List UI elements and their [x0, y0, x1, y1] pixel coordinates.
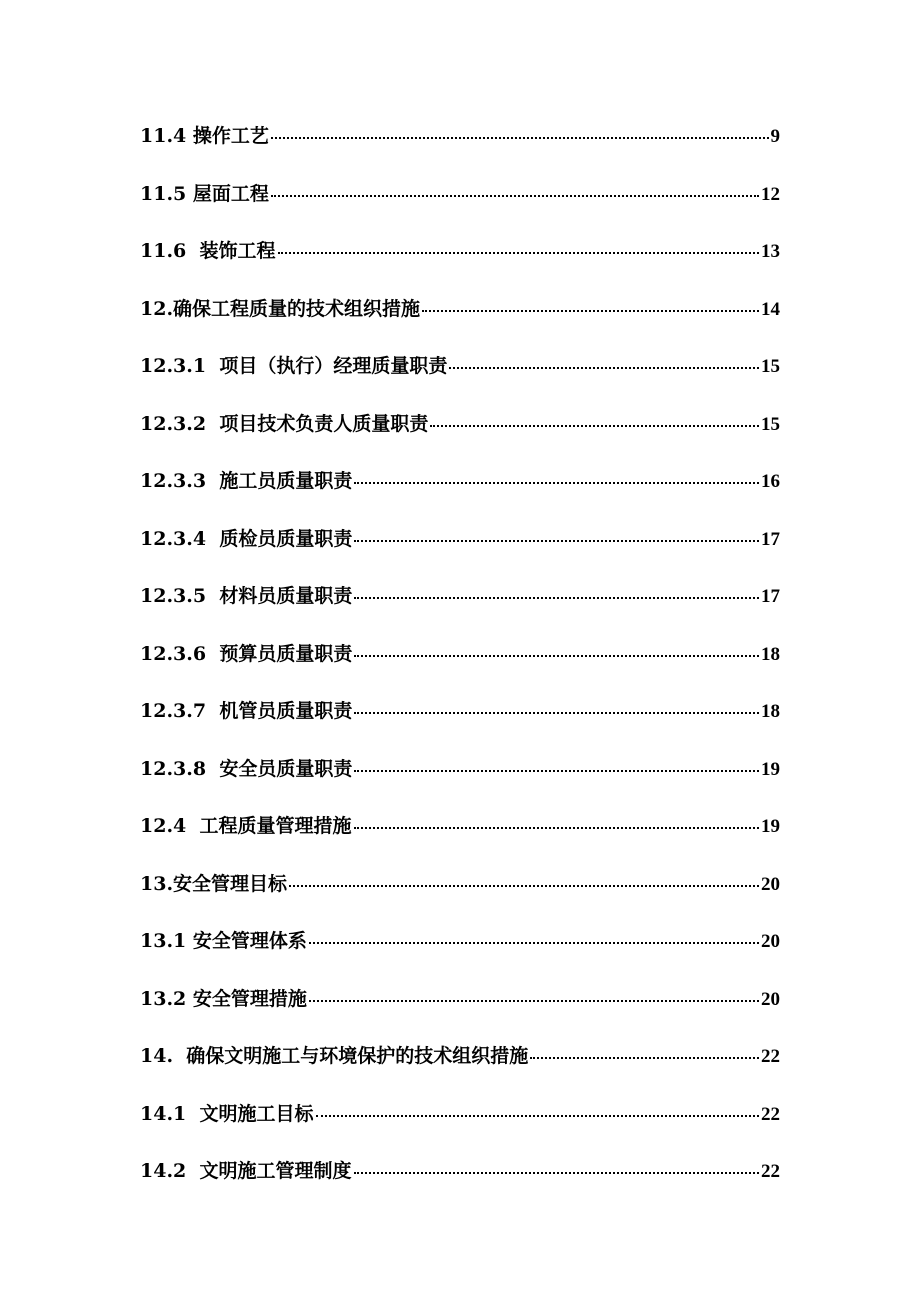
toc-entry[interactable] — [140, 118, 780, 176]
toc-entry[interactable] — [140, 406, 780, 464]
toc-dot-leader — [354, 1172, 759, 1174]
toc-entry[interactable] — [140, 981, 780, 1039]
toc-dot-leader — [309, 1000, 759, 1002]
toc-entry-title: 12.3.8 安全员质量职责 — [140, 757, 353, 780]
toc-entry-page: 22 — [761, 1046, 780, 1067]
toc-entry[interactable] — [140, 578, 780, 636]
toc-entry-page: 14 — [761, 298, 780, 320]
toc-dot-leader — [430, 425, 759, 427]
toc-dot-leader — [309, 942, 759, 944]
toc-entry-page: 19 — [761, 816, 780, 837]
toc-entry[interactable] — [140, 923, 780, 981]
toc-entry[interactable] — [140, 348, 780, 406]
toc-entry-title: 11.5 屋面工程 — [140, 182, 269, 205]
toc-entry[interactable] — [140, 291, 780, 349]
toc-entry-title: 13.2 安全管理措施 — [140, 987, 307, 1010]
toc-entry-page: 12 — [761, 183, 780, 205]
table-of-contents — [140, 118, 780, 1211]
toc-entry-title: 12.确保工程质量的技术组织措施 — [140, 297, 421, 320]
toc-entry-page: 18 — [761, 643, 780, 665]
toc-dot-leader — [354, 597, 759, 599]
toc-entry-title: 12.3.4 质检员质量职责 — [140, 527, 353, 550]
toc-dot-leader — [354, 540, 759, 542]
toc-dot-leader — [271, 137, 769, 139]
toc-entry[interactable] — [140, 808, 780, 866]
toc-entry-title: 11.6 装饰工程 — [140, 240, 276, 262]
toc-entry-page: 22 — [761, 1161, 780, 1182]
toc-dot-leader — [354, 827, 759, 829]
toc-entry[interactable] — [140, 176, 780, 234]
toc-entry-title: 12.4 工程质量管理措施 — [140, 815, 352, 837]
toc-entry[interactable] — [140, 233, 780, 291]
toc-dot-leader — [316, 1115, 759, 1117]
toc-dot-leader — [354, 655, 759, 657]
toc-entry-page: 20 — [761, 988, 780, 1010]
toc-entry[interactable] — [140, 1096, 780, 1154]
toc-dot-leader — [354, 482, 759, 484]
toc-entry-page: 15 — [761, 413, 780, 435]
toc-dot-leader — [354, 712, 759, 714]
toc-entry-title: 13.安全管理目标 — [140, 872, 288, 895]
toc-dot-leader — [271, 195, 759, 197]
toc-entry-page: 19 — [761, 758, 780, 780]
toc-entry[interactable] — [140, 636, 780, 694]
toc-dot-leader — [354, 770, 759, 772]
toc-dot-leader — [530, 1057, 759, 1059]
toc-entry-page: 20 — [761, 931, 780, 952]
toc-entry-page: 9 — [770, 126, 780, 147]
toc-entry[interactable] — [140, 1038, 780, 1096]
toc-entry-title: 12.3.6 预算员质量职责 — [140, 642, 353, 665]
toc-entry-title: 13.1 安全管理体系 — [140, 930, 307, 952]
toc-entry[interactable] — [140, 463, 780, 521]
toc-entry-page: 22 — [761, 1103, 780, 1125]
toc-entry-title: 14.1 文明施工目标 — [140, 1102, 314, 1125]
toc-dot-leader — [422, 310, 759, 312]
toc-entry-title: 12.3.2 项目技术负责人质量职责 — [140, 412, 429, 435]
toc-entry-title: 12.3.3 施工员质量职责 — [140, 470, 353, 492]
toc-dot-leader — [278, 252, 759, 254]
toc-entry-page: 18 — [761, 701, 780, 722]
toc-entry-title: 11.4 操作工艺 — [140, 125, 269, 147]
toc-entry-title: 12.3.1 项目（执行）经理质量职责 — [140, 355, 448, 377]
toc-entry-page: 16 — [761, 471, 780, 492]
toc-dot-leader — [289, 885, 759, 887]
toc-entry-title: 12.3.5 材料员质量职责 — [140, 585, 353, 607]
toc-entry-title: 12.3.7 机管员质量职责 — [140, 700, 353, 722]
toc-entry-title: 14.2 文明施工管理制度 — [140, 1160, 352, 1182]
toc-entry[interactable] — [140, 1153, 780, 1211]
toc-entry[interactable] — [140, 866, 780, 924]
toc-dot-leader — [449, 367, 759, 369]
toc-entry-page: 13 — [761, 241, 780, 262]
toc-entry-page: 17 — [761, 528, 780, 550]
toc-entry-page: 20 — [761, 873, 780, 895]
toc-entry[interactable] — [140, 521, 780, 579]
toc-entry-page: 17 — [761, 586, 780, 607]
toc-entry[interactable] — [140, 751, 780, 809]
toc-entry-title: 14. 确保文明施工与环境保护的技术组织措施 — [140, 1045, 529, 1067]
toc-entry[interactable] — [140, 693, 780, 751]
toc-entry-page: 15 — [761, 356, 780, 377]
